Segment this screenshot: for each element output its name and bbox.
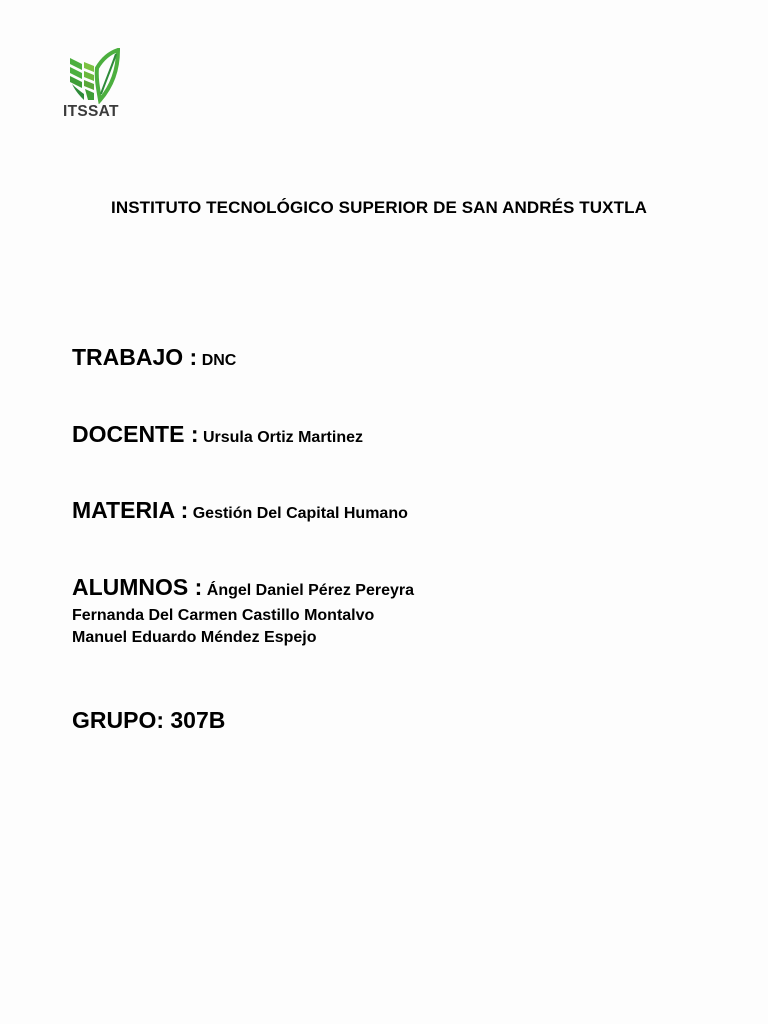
institution-name: INSTITUTO TECNOLÓGICO SUPERIOR DE SAN ANDRÉS TUXTLA [111,198,647,217]
logo-text: ITSSAT [63,103,119,120]
materia-field [72,497,408,524]
trabajo-value: DNC [201,352,237,369]
itssat-logo [62,48,130,124]
docente-label: DOCENTE : [72,421,199,447]
alumno-name: Fernanda Del Carmen Castillo Montalvo [72,607,375,624]
alumnos-label: ALUMNOS : [72,574,203,600]
alumno-name: Manuel Eduardo Méndez Espejo [72,629,317,646]
docente-value: Ursula Ortiz Martinez [202,429,363,446]
alumno-name: Ángel Daniel Pérez Pereyra [206,582,414,599]
grupo-field: GRUPO: 307B [72,707,226,733]
docente-field [72,421,363,448]
materia-label: MATERIA : [72,497,189,523]
trabajo-label: TRABAJO : [72,344,198,370]
materia-value: Gestión Del Capital Humano [192,505,408,522]
itssat-leaf-logo-icon [68,48,120,104]
trabajo-field [72,344,236,371]
alumnos-field [72,574,414,601]
alumnos-list [72,605,374,649]
